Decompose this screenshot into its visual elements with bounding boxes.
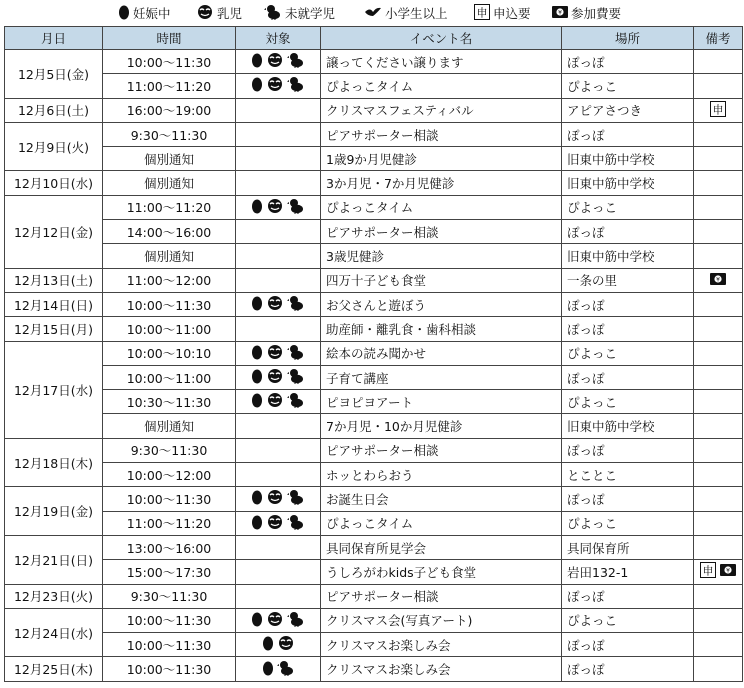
cell-event: ホッとわらおう xyxy=(321,463,562,487)
table-row xyxy=(5,365,743,389)
cell-note xyxy=(694,74,743,98)
cell-event: クリスマスお楽しみ会 xyxy=(321,633,562,657)
cell-target xyxy=(236,244,321,268)
infant-icon xyxy=(266,489,284,508)
header-time: 時間 xyxy=(103,27,236,50)
table-row xyxy=(5,98,743,122)
cell-target xyxy=(236,341,321,365)
cell-event: ピヨピヨアート xyxy=(321,390,562,414)
cell-note xyxy=(694,608,743,632)
cell-place: ぽっぽ xyxy=(562,50,694,74)
preschool-chick-icon xyxy=(287,611,305,630)
cell-place: アピアさつき xyxy=(562,98,694,122)
svg-text:申: 申 xyxy=(476,6,488,19)
infant-icon xyxy=(266,368,284,387)
cell-time: 14:00〜16:00 xyxy=(103,220,236,244)
table-row xyxy=(5,608,743,632)
cell-note xyxy=(694,414,743,438)
cell-target xyxy=(236,657,321,681)
cell-time: 10:00〜11:30 xyxy=(103,487,236,511)
cell-note xyxy=(694,195,743,219)
pregnancy-icon xyxy=(251,489,263,508)
cell-place: ぽっぽ xyxy=(562,220,694,244)
event-schedule-table xyxy=(4,26,743,682)
cell-time: 個別通知 xyxy=(103,147,236,171)
cell-note xyxy=(694,584,743,608)
cell-place: ぽっぽ xyxy=(562,438,694,462)
cell-note xyxy=(694,171,743,195)
header-note: 備考 xyxy=(694,27,743,50)
cell-note xyxy=(694,365,743,389)
svg-text:¥: ¥ xyxy=(726,567,730,575)
table-header-row xyxy=(5,27,743,50)
cell-time: 個別通知 xyxy=(103,414,236,438)
cell-note xyxy=(694,463,743,487)
cell-target xyxy=(236,487,321,511)
cell-time: 9:30〜11:30 xyxy=(103,122,236,146)
cell-place: とことこ xyxy=(562,463,694,487)
legend-elementary-label: 小学生以上 xyxy=(385,6,448,21)
cell-place: 旧東中筋中学校 xyxy=(562,414,694,438)
elementary-bird-icon xyxy=(364,4,385,23)
cell-time: 11:00〜11:20 xyxy=(103,195,236,219)
table-row xyxy=(5,171,743,195)
pregnancy-icon xyxy=(251,76,263,95)
preschool-chick-icon xyxy=(287,52,305,71)
cell-note xyxy=(694,317,743,341)
cell-place: ぽっぽ xyxy=(562,633,694,657)
cell-event: お父さんと遊ぼう xyxy=(321,292,562,316)
cell-place: ぴよっこ xyxy=(562,390,694,414)
pregnancy-icon xyxy=(251,368,263,387)
cell-time: 10:00〜11:30 xyxy=(103,50,236,74)
cell-event: 四万十子ども食堂 xyxy=(321,268,562,292)
preschool-chick-icon xyxy=(287,76,305,95)
pregnancy-icon xyxy=(251,514,263,533)
table-row xyxy=(5,147,743,171)
table-row xyxy=(5,584,743,608)
application-icon xyxy=(474,4,493,23)
infant-icon xyxy=(266,295,284,314)
cell-place: ぴよっこ xyxy=(562,341,694,365)
cell-event: ピアサポーター相談 xyxy=(321,220,562,244)
table-row xyxy=(5,50,743,74)
cell-place: ぽっぽ xyxy=(562,292,694,316)
header-event: イベント名 xyxy=(321,27,562,50)
fee-icon xyxy=(710,273,726,288)
cell-date: 12月12日(金) xyxy=(5,195,103,268)
cell-target xyxy=(236,74,321,98)
legend-application xyxy=(474,4,531,22)
cell-time: 10:00〜11:30 xyxy=(103,608,236,632)
pregnancy-icon xyxy=(251,344,263,363)
infant-icon xyxy=(196,4,217,23)
legend-pregnancy xyxy=(118,4,171,22)
cell-place: 具同保育所 xyxy=(562,535,694,559)
cell-time: 10:00〜10:10 xyxy=(103,341,236,365)
preschool-chick-icon xyxy=(287,198,305,217)
cell-event: ピアサポーター相談 xyxy=(321,584,562,608)
infant-icon xyxy=(266,198,284,217)
table-row xyxy=(5,268,743,292)
cell-target xyxy=(236,50,321,74)
cell-note xyxy=(694,268,743,292)
infant-icon xyxy=(266,611,284,630)
table-row xyxy=(5,535,743,559)
cell-place: 旧東中筋中学校 xyxy=(562,171,694,195)
pregnancy-icon xyxy=(251,611,263,630)
cell-place: ぽっぽ xyxy=(562,584,694,608)
table-row xyxy=(5,390,743,414)
cell-target xyxy=(236,438,321,462)
infant-icon xyxy=(266,392,284,411)
cell-place: ぽっぽ xyxy=(562,657,694,681)
svg-text:申: 申 xyxy=(702,564,714,578)
cell-date: 12月9日(火) xyxy=(5,122,103,171)
cell-note xyxy=(694,633,743,657)
cell-event: 3歳児健診 xyxy=(321,244,562,268)
cell-time: 10:00〜11:30 xyxy=(103,657,236,681)
table-row xyxy=(5,74,743,98)
table-body xyxy=(5,50,743,682)
cell-note xyxy=(694,657,743,681)
table-row xyxy=(5,244,743,268)
table-row xyxy=(5,195,743,219)
cell-place: ぴよっこ xyxy=(562,511,694,535)
cell-place: 旧東中筋中学校 xyxy=(562,147,694,171)
preschool-chick-icon xyxy=(287,392,305,411)
cell-note xyxy=(694,98,743,122)
legend-infant-label: 乳児 xyxy=(217,6,243,21)
cell-event: ピアサポーター相談 xyxy=(321,438,562,462)
cell-place: ぽっぽ xyxy=(562,122,694,146)
table-row xyxy=(5,463,743,487)
infant-icon xyxy=(266,52,284,71)
cell-event: 具同保育所見学会 xyxy=(321,535,562,559)
cell-date: 12月24日(水) xyxy=(5,608,103,657)
preschool-chick-icon xyxy=(287,368,305,387)
cell-time: 9:30〜11:30 xyxy=(103,584,236,608)
cell-place: ぽっぽ xyxy=(562,317,694,341)
legend-preschool xyxy=(264,4,335,22)
cell-time: 10:00〜11:00 xyxy=(103,317,236,341)
legend-infant xyxy=(196,4,242,22)
cell-target xyxy=(236,633,321,657)
cell-note xyxy=(694,511,743,535)
cell-target xyxy=(236,292,321,316)
legend-application-label: 申込要 xyxy=(493,6,531,21)
preschool-chick-icon xyxy=(287,514,305,533)
infant-icon xyxy=(266,514,284,533)
cell-time: 11:00〜11:20 xyxy=(103,74,236,98)
cell-note xyxy=(694,50,743,74)
cell-target xyxy=(236,317,321,341)
cell-target xyxy=(236,511,321,535)
table-row xyxy=(5,511,743,535)
cell-target xyxy=(236,122,321,146)
cell-note xyxy=(694,535,743,559)
cell-target xyxy=(236,220,321,244)
cell-event: ぴよっこタイム xyxy=(321,195,562,219)
cell-event: お誕生日会 xyxy=(321,487,562,511)
cell-place: ぴよっこ xyxy=(562,74,694,98)
legend-preschool-label: 未就学児 xyxy=(285,6,336,21)
pregnancy-icon xyxy=(251,295,263,314)
cell-date: 12月23日(火) xyxy=(5,584,103,608)
preschool-chick-icon xyxy=(277,660,295,679)
table-row xyxy=(5,438,743,462)
legend-pregnancy-label: 妊娠中 xyxy=(133,6,171,21)
table-row xyxy=(5,122,743,146)
cell-place: 旧東中筋中学校 xyxy=(562,244,694,268)
cell-note xyxy=(694,438,743,462)
cell-event: 3か月児・7か月児健診 xyxy=(321,171,562,195)
preschool-chick-icon xyxy=(287,344,305,363)
pregnancy-icon xyxy=(262,660,274,679)
table-row xyxy=(5,487,743,511)
cell-time: 10:00〜12:00 xyxy=(103,463,236,487)
cell-event: クリスマスお楽しみ会 xyxy=(321,657,562,681)
legend-fee xyxy=(552,4,621,22)
fee-icon xyxy=(552,6,571,21)
cell-time: 15:00〜17:30 xyxy=(103,560,236,584)
legend-elementary xyxy=(364,4,448,22)
cell-note xyxy=(694,220,743,244)
cell-date: 12月13日(土) xyxy=(5,268,103,292)
cell-event: ピアサポーター相談 xyxy=(321,122,562,146)
preschool-chick-icon xyxy=(264,4,285,23)
cell-date: 12月15日(月) xyxy=(5,317,103,341)
fee-icon xyxy=(720,564,736,579)
svg-text:申: 申 xyxy=(712,103,724,117)
cell-event: 子育て講座 xyxy=(321,365,562,389)
cell-date: 12月25日(木) xyxy=(5,657,103,681)
table-row xyxy=(5,560,743,584)
table-row xyxy=(5,292,743,316)
preschool-chick-icon xyxy=(287,489,305,508)
cell-date: 12月19日(金) xyxy=(5,487,103,536)
table-row xyxy=(5,220,743,244)
table-row xyxy=(5,414,743,438)
table-row xyxy=(5,633,743,657)
cell-target xyxy=(236,390,321,414)
cell-event: 助産師・離乳食・歯科相談 xyxy=(321,317,562,341)
cell-time: 個別通知 xyxy=(103,244,236,268)
svg-text:¥: ¥ xyxy=(716,276,720,284)
cell-date: 12月10日(水) xyxy=(5,171,103,195)
cell-time: 9:30〜11:30 xyxy=(103,438,236,462)
cell-date: 12月6日(土) xyxy=(5,98,103,122)
pregnancy-icon xyxy=(118,4,133,23)
cell-date: 12月21日(日) xyxy=(5,535,103,584)
cell-event: クリスマス会(写真アート) xyxy=(321,608,562,632)
pregnancy-icon xyxy=(251,52,263,71)
cell-time: 16:00〜19:00 xyxy=(103,98,236,122)
preschool-chick-icon xyxy=(287,295,305,314)
legend-fee-label: 参加費要 xyxy=(571,6,622,21)
cell-event: うしろがわkids子ども食堂 xyxy=(321,560,562,584)
pregnancy-icon xyxy=(262,635,274,654)
cell-date: 12月5日(金) xyxy=(5,50,103,99)
cell-event: クリスマスフェスティバル xyxy=(321,98,562,122)
cell-event: 7か月児・10か月児健診 xyxy=(321,414,562,438)
cell-target xyxy=(236,560,321,584)
cell-target xyxy=(236,98,321,122)
pregnancy-icon xyxy=(251,198,263,217)
cell-target xyxy=(236,195,321,219)
infant-icon xyxy=(266,344,284,363)
cell-time: 11:00〜11:20 xyxy=(103,511,236,535)
cell-note xyxy=(694,147,743,171)
cell-target xyxy=(236,584,321,608)
header-place: 場所 xyxy=(562,27,694,50)
cell-note xyxy=(694,487,743,511)
cell-place: ぽっぽ xyxy=(562,487,694,511)
infant-icon xyxy=(277,635,295,654)
cell-place: ぴよっこ xyxy=(562,195,694,219)
application-icon xyxy=(710,101,726,120)
infant-icon xyxy=(266,76,284,95)
cell-target xyxy=(236,365,321,389)
cell-note xyxy=(694,244,743,268)
cell-target xyxy=(236,608,321,632)
cell-note xyxy=(694,122,743,146)
cell-note xyxy=(694,292,743,316)
cell-target xyxy=(236,463,321,487)
table-row xyxy=(5,657,743,681)
cell-note xyxy=(694,390,743,414)
cell-event: ぴよっこタイム xyxy=(321,511,562,535)
cell-event: ぴよっこタイム xyxy=(321,74,562,98)
header-target: 対象 xyxy=(236,27,321,50)
cell-place: ぴよっこ xyxy=(562,608,694,632)
legend xyxy=(0,0,744,26)
cell-time: 10:00〜11:30 xyxy=(103,633,236,657)
cell-date: 12月14日(日) xyxy=(5,292,103,316)
cell-target xyxy=(236,147,321,171)
cell-time: 10:00〜11:00 xyxy=(103,365,236,389)
cell-date: 12月17日(水) xyxy=(5,341,103,438)
pregnancy-icon xyxy=(251,392,263,411)
cell-time: 11:00〜12:00 xyxy=(103,268,236,292)
cell-time: 13:00〜16:00 xyxy=(103,535,236,559)
table-row xyxy=(5,341,743,365)
cell-date: 12月18日(木) xyxy=(5,438,103,487)
application-icon xyxy=(700,562,716,581)
cell-note xyxy=(694,341,743,365)
cell-target xyxy=(236,171,321,195)
cell-place: 岩田132-1 xyxy=(562,560,694,584)
cell-time: 個別通知 xyxy=(103,171,236,195)
header-date: 月日 xyxy=(5,27,103,50)
cell-place: 一条の里 xyxy=(562,268,694,292)
cell-event: 譲ってください譲ります xyxy=(321,50,562,74)
cell-time: 10:00〜11:30 xyxy=(103,292,236,316)
cell-event: 1歳9か月児健診 xyxy=(321,147,562,171)
cell-time: 10:30〜11:30 xyxy=(103,390,236,414)
cell-place: ぽっぽ xyxy=(562,365,694,389)
svg-text:¥: ¥ xyxy=(558,8,562,16)
cell-target xyxy=(236,414,321,438)
cell-note xyxy=(694,560,743,584)
cell-target xyxy=(236,268,321,292)
table-row xyxy=(5,317,743,341)
cell-event: 絵本の読み聞かせ xyxy=(321,341,562,365)
cell-target xyxy=(236,535,321,559)
